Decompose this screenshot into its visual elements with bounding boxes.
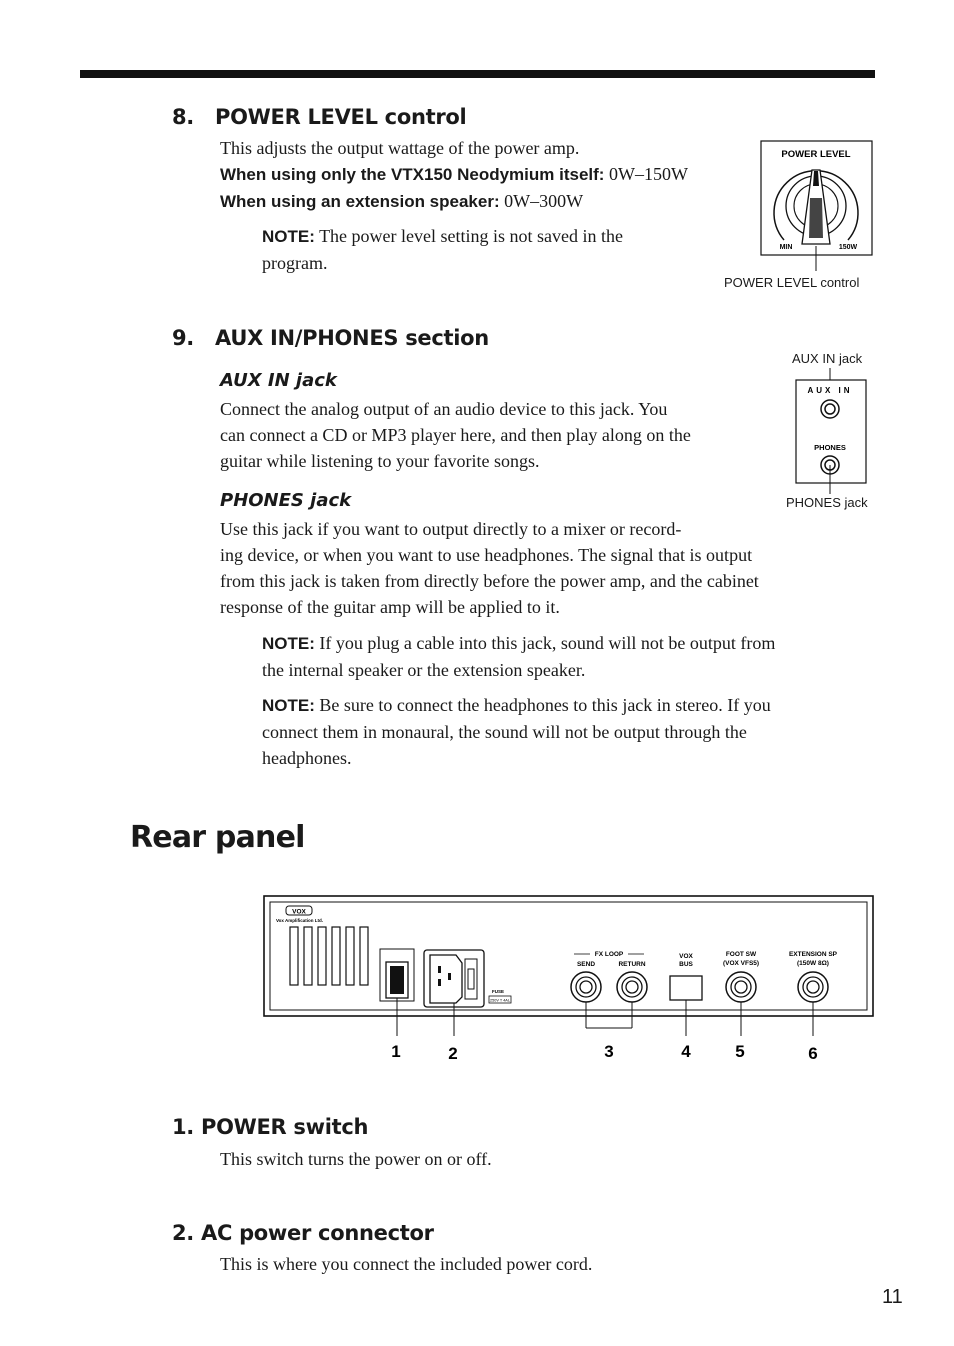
panel-vox-bus-label-2: BUS [679,961,693,968]
section-8-line2: When using only the VTX150 Neodymium itself: 0W–150W [220,164,688,184]
aux-in-jack-icon [821,400,839,418]
callout-4: 4 [681,1042,691,1061]
aux-in-fig-label: AUX IN [807,386,853,395]
ac-connector-heading: 2. AC power connector [172,1221,434,1245]
callout-6: 6 [808,1044,818,1063]
aux-in-caption: AUX IN jack [792,351,863,366]
panel-foot-sw-label-1: FOOT SW [725,951,757,958]
callout-1: 1 [391,1042,401,1061]
power-level-fig-title: POWER LEVEL [781,149,851,160]
power-switch-icon [380,949,414,1001]
phones-heading: PHONES jack [220,490,352,511]
power-switch-text: This switch turns the power on or off. [220,1149,492,1169]
section-8-line1: This adjusts the output wattage of the power amp. [220,138,580,158]
ac-connector-text: This is where you connect the included power cord. [220,1254,593,1274]
send-jack-icon [571,972,601,1002]
panel-ext-sp-label-1: EXTENSION SP [788,951,838,958]
section-9-heading: 9. AUX IN/PHONES section [172,326,489,350]
power-level-caption: POWER LEVEL control [724,275,860,290]
phones-note-2: NOTE: Be sure to connect the headphones to this jack in stereo. If you connect them in monaural, the sound will not be output through the headphones. [262,695,771,768]
panel-maker: Vox Amplification Ltd. [276,918,323,923]
aux-in-text: Connect the analog output of an audio device to this jack. You can connect a CD or MP3 player here, and then play along on the guitar while listening to your favorite songs. [220,399,691,471]
panel-logo: VOX [292,908,306,916]
aux-phones-figure [790,366,880,496]
ext-sp-jack-icon [798,972,828,1002]
power-level-figure [720,138,880,298]
rear-panel-heading: Rear panel [130,820,305,855]
vox-bus-connector-icon [670,976,702,1000]
foot-sw-jack-icon [726,972,756,1002]
power-level-min: MIN [779,244,793,251]
panel-fuse-label: FUSE [491,989,505,994]
phones-text: Use this jack if you want to output directly to a mixer or record- ing device, or when you want to use headphones. The signal that is output from this jack is taken from directly before the power amp, and the cabinet response of the guitar amp will be applied to it. [220,519,759,617]
phones-fig-label: PHONES [814,443,846,452]
return-jack-icon [617,972,647,1002]
power-switch-heading: 1. POWER switch [172,1115,369,1139]
phones-caption: PHONES jack [786,495,868,510]
section-8-line3: When using an extension speaker: 0W–300W [220,191,584,211]
rear-panel-diagram [260,893,880,1068]
panel-fx-loop-label: FX LOOP [594,951,624,958]
panel-ext-sp-label-2: (150W 8Ω) [797,960,829,967]
callout-3: 3 [604,1042,614,1061]
section-8-note: NOTE: The power level setting is not saved in the program. [262,226,623,273]
callout-2: 2 [448,1044,458,1063]
section-8-heading: 8. POWER LEVEL control [172,105,467,129]
section-8-body [220,135,760,215]
callout-5: 5 [735,1042,745,1061]
panel-foot-sw-label-2: (VOX VFS5) [722,960,760,967]
page-number: 11 [882,1286,903,1308]
ac-inlet-icon [424,950,484,1007]
top-rule [80,70,875,78]
panel-return-label: RETURN [618,961,646,968]
vox-logo-icon [286,906,312,916]
panel-vox-bus-label-1: VOX [679,953,693,960]
power-level-max: 150W [838,244,858,251]
panel-send-label: SEND [576,961,596,968]
panel-fuse-rating: 250V T 4AL [490,998,510,1003]
phones-note-1: NOTE: If you plug a cable into this jack, sound will not be output from the internal speaker or the extension speaker. [262,633,776,680]
aux-in-heading: AUX IN jack [220,370,337,391]
